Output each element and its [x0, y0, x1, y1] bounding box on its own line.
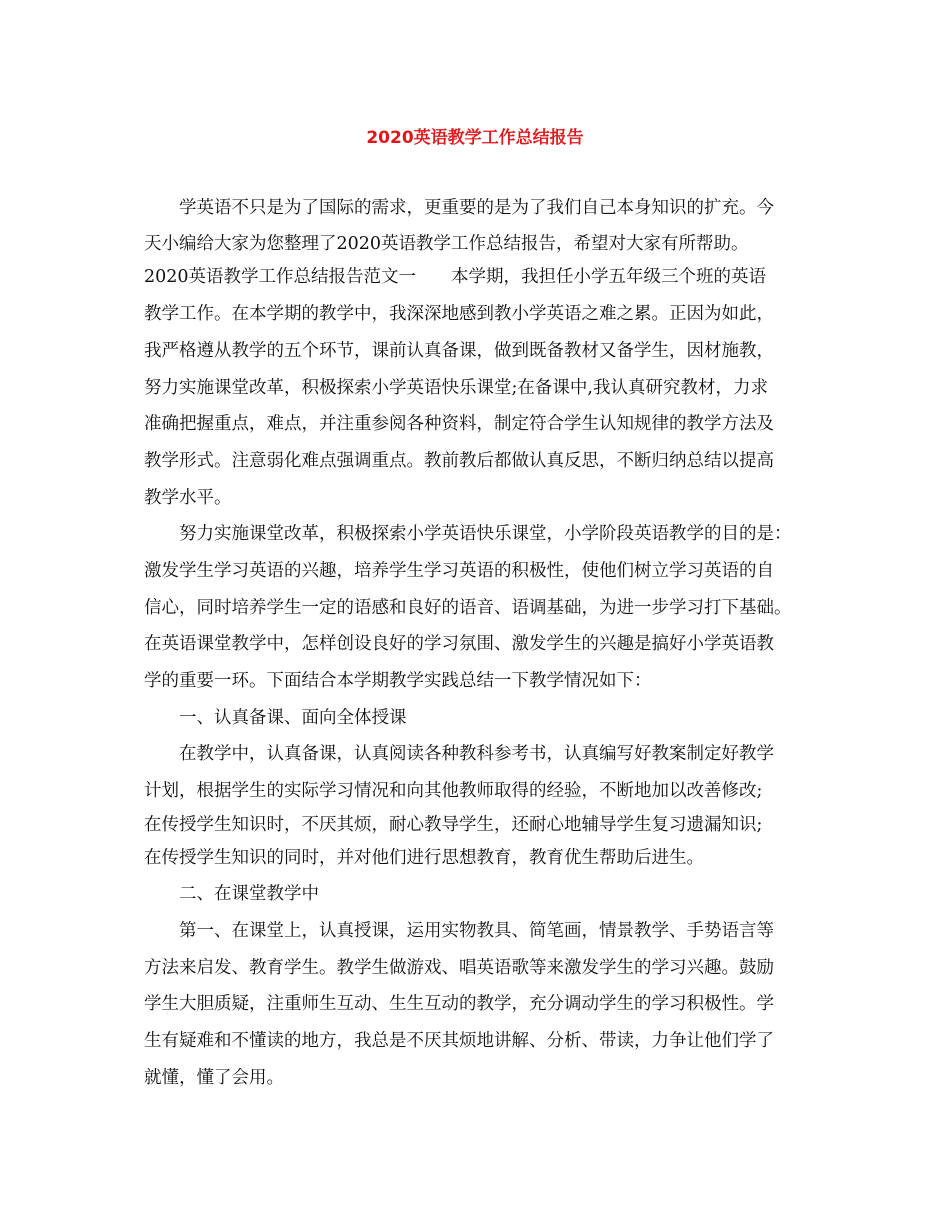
paragraph-line: 学生大胆质疑，注重师生互动、生生互动的教学，充分调动学生的学习积极性。学 [144, 994, 774, 1014]
paragraph-line: 教学工作。在本学期的教学中，我深深地感到教小学英语之难之累。正因为如此， [144, 304, 774, 324]
paragraph-line: 方法来启发、教育学生。教学生做游戏、唱英语歌等来激发学生的学习兴趣。鼓励 [144, 958, 774, 978]
paragraph-line: 我严格遵从教学的五个环节，课前认真备课，做到既备教材又备学生，因材施教， [144, 341, 774, 361]
paragraph-line: 学的重要一环。下面结合本学期教学实践总结一下教学情况如下： [144, 671, 652, 691]
paragraph-line: 天小编给大家为您整理了2020英语教学工作总结报告，希望对大家有所帮助。 [144, 234, 749, 254]
paragraph-line: 信心，同时培养学生一定的语感和良好的语音、语调基础，为进一步学习打下基础。 [144, 598, 792, 618]
section-heading: 一、认真备课、面向全体授课 [179, 708, 407, 728]
paragraph-line: 准确把握重点，难点，并注重参阅各种资料，制定符合学生认知规律的教学方法及 [144, 414, 774, 434]
section-heading: 二、在课堂教学中 [179, 884, 319, 904]
paragraph-line: 在英语课堂教学中，怎样创设良好的学习氛围、激发学生的兴趣是搞好小学英语教 [144, 634, 774, 654]
paragraph-line: 努力实施课堂改革，积极探索小学英语快乐课堂，小学阶段英语教学的目的是： [179, 524, 792, 544]
paragraph-line: 学英语不只是为了国际的需求，更重要的是为了我们自己本身知识的扩充。今 [179, 198, 774, 218]
paragraph-line: 第一、在课堂上，认真授课，运用实物教具、简笔画，情景教学、手势语言等 [179, 921, 774, 941]
paragraph-line: 在传授学生知识时，不厌其烦，耐心教导学生，还耐心地辅导学生复习遗漏知识; [144, 815, 763, 835]
paragraph-line: 教学形式。注意弱化难点强调重点。教前教后都做认真反思，不断归纳总结以提高 [144, 451, 774, 471]
paragraph-line: 就懂，懂了会用。 [144, 1068, 284, 1088]
paragraph-line: 努力实施课堂改革，积极探索小学英语快乐课堂;在备课中,我认真研究教材，力求 [144, 378, 768, 398]
paragraph-line: 激发学生学习英语的兴趣，培养学生学习英语的积极性，使他们树立学习英语的自 [144, 561, 774, 581]
paragraph-line: 计划，根据学生的实际学习情况和向其他教师取得的经验，不断地加以改善修改; [144, 781, 763, 801]
paragraph-line: 教学水平。 [144, 488, 232, 508]
paragraph-line: 2020英语教学工作总结报告范文一 本学期，我担任小学五年级三个班的英语 [144, 267, 767, 287]
paragraph-line: 在教学中，认真备课，认真阅读各种教科参考书，认真编写好教案制定好教学 [179, 744, 774, 764]
paragraph-line: 生有疑难和不懂读的地方，我总是不厌其烦地讲解、分析、带读，力争让他们学了 [144, 1031, 774, 1051]
paragraph-line: 在传授学生知识的同时，并对他们进行思想教育，教育优生帮助后进生。 [144, 848, 704, 868]
document-title: 2020英语教学工作总结报告 [366, 128, 584, 148]
